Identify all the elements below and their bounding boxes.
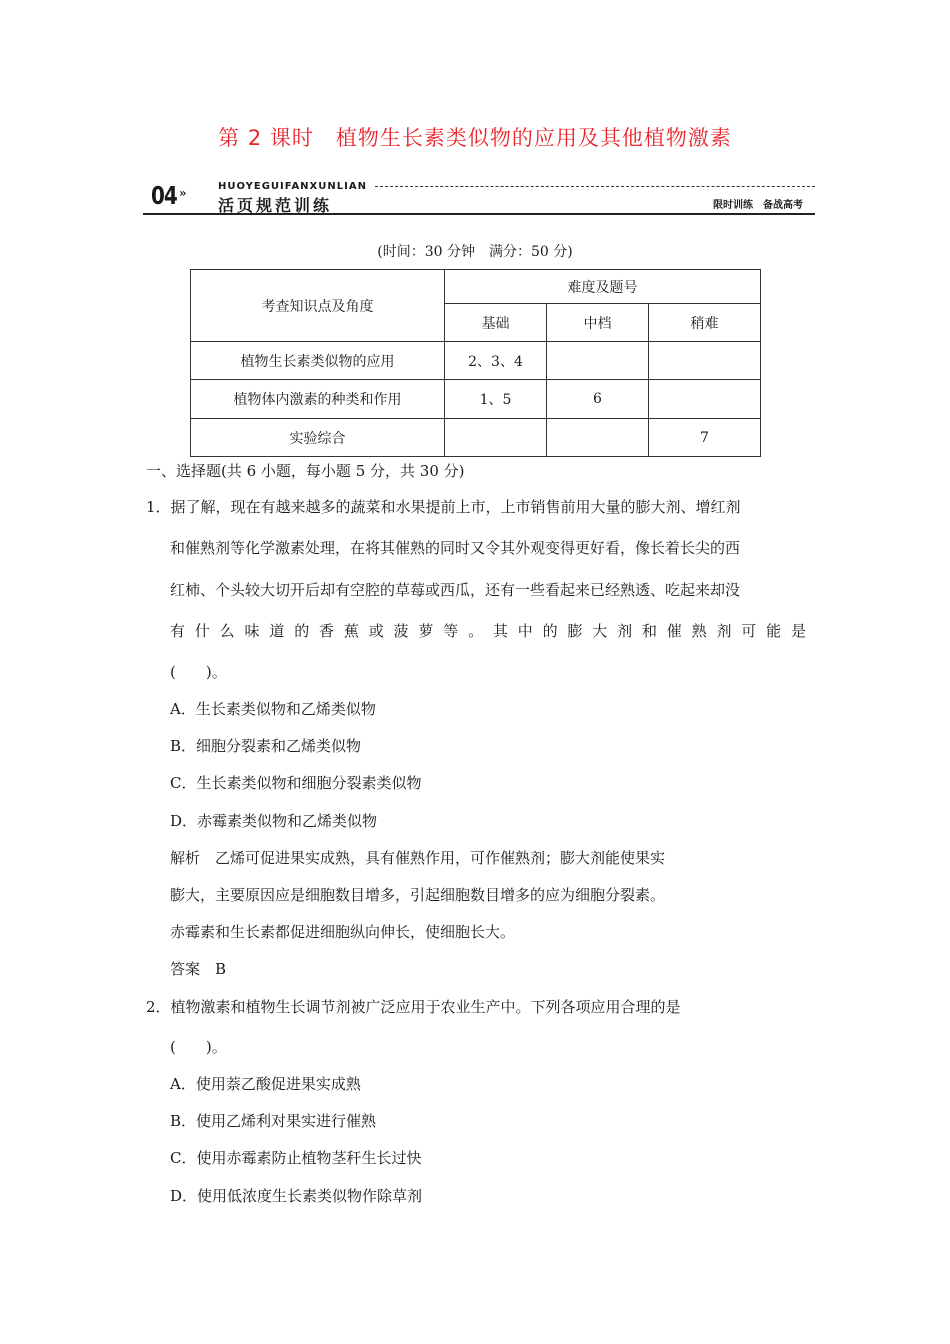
question-1-analysis-3: 赤霉素和生长素都促进细胞纵向伸长，使细胞长大。 [170,923,516,941]
question-2-option-d: D．使用低浓度生长素类似物作除草剂 [170,1187,423,1205]
banner-tagline: 限时训练 备战高考 [713,200,803,211]
banner-rule [143,213,815,215]
table-cell-hard [649,380,761,419]
question-1-option-a: A．生长素类似物和乙烯类似物 [170,700,376,718]
question-2-option-a: A．使用萘乙酸促进果实成熟 [170,1075,361,1093]
table-header-basic: 基础 [445,304,547,342]
table-cell-basic: 2、3、4 [445,342,547,380]
chevron-icon: » [179,186,187,200]
question-2-line-1: 2．植物激素和植物生长调节剂被广泛应用于农业生产中。下列各项应用合理的是 [146,998,681,1016]
section-banner [143,181,815,215]
table-cell-medium: 6 [547,380,649,419]
question-1-line-3: 红柿、个头较大切开后却有空腔的草莓或西瓜，还有一些看起来已经熟透、吃起来却没 [170,581,741,599]
table-row [191,380,761,419]
table-header-hard: 稍难 [649,304,761,342]
question-1-option-d: D．赤霉素类似物和乙烯类似物 [170,812,378,830]
question-1-analysis-2: 膨大，主要原因应是细胞数目增多，引起细胞数目增多的应为细胞分裂素。 [170,886,666,904]
table-cell-hard [649,342,761,380]
time-info: (时间：30 分钟 满分：50 分) [377,244,573,260]
question-1-line-2: 和催熟剂等化学激素处理，在将其催熟的同时又令其外观变得更好看，像长着长尖的西 [170,539,741,557]
table-row [191,342,761,380]
table-header-medium: 中档 [547,304,649,342]
banner-heading: 活页规范训练 [218,196,333,215]
table-cell-basic [445,419,547,457]
question-2-line-2: ( )。 [170,1038,227,1056]
table-cell-medium [547,419,649,457]
table-cell-medium [547,342,649,380]
question-1-line-4: 有什么味道的香蕉或菠萝等。其中的膨大剂和催熟剂可能是 [170,622,806,640]
table-group-header: 难度及题号 [445,270,761,304]
knowledge-table [190,269,761,457]
table-cell-topic: 植物体内激素的种类和作用 [191,380,445,419]
table-row [191,419,761,457]
question-2-option-b: B．使用乙烯利对果实进行催熟 [170,1112,377,1130]
page-title: 第 2 课时 植物生长素类似物的应用及其他植物激素 [218,126,732,150]
question-1-option-b: B．细胞分裂素和乙烯类似物 [170,737,362,755]
question-1-line-5: ( )。 [170,663,227,681]
table-cell-topic: 植物生长素类似物的应用 [191,342,445,380]
table-cell-topic: 实验综合 [191,419,445,457]
section-header: 一、选择题(共 6 小题，每小题 5 分，共 30 分) [146,462,465,480]
banner-pinyin: HUOYEGUIFANXUNLIAN [218,181,367,192]
question-1-option-c: C．生长素类似物和细胞分裂素类似物 [170,774,422,792]
banner-dashed-rule [375,186,815,187]
question-1-analysis-1: 解析 乙烯可促进果实成熟，具有催熟作用，可作催熟剂；膨大剂能使果实 [170,849,666,867]
question-1-line-1: 1．据了解，现在有越来越多的蔬菜和水果提前上市，上市销售前用大量的膨大剂、增红剂 [146,498,741,516]
question-2-option-c: C．使用赤霉素防止植物茎秆生长过快 [170,1149,422,1167]
question-1-answer: 答案 B [170,960,227,978]
banner-number: 04 [151,180,177,210]
table-cell-hard: 7 [649,419,761,457]
table-cell-basic: 1、5 [445,380,547,419]
table-corner-header: 考查知识点及角度 [191,270,445,342]
